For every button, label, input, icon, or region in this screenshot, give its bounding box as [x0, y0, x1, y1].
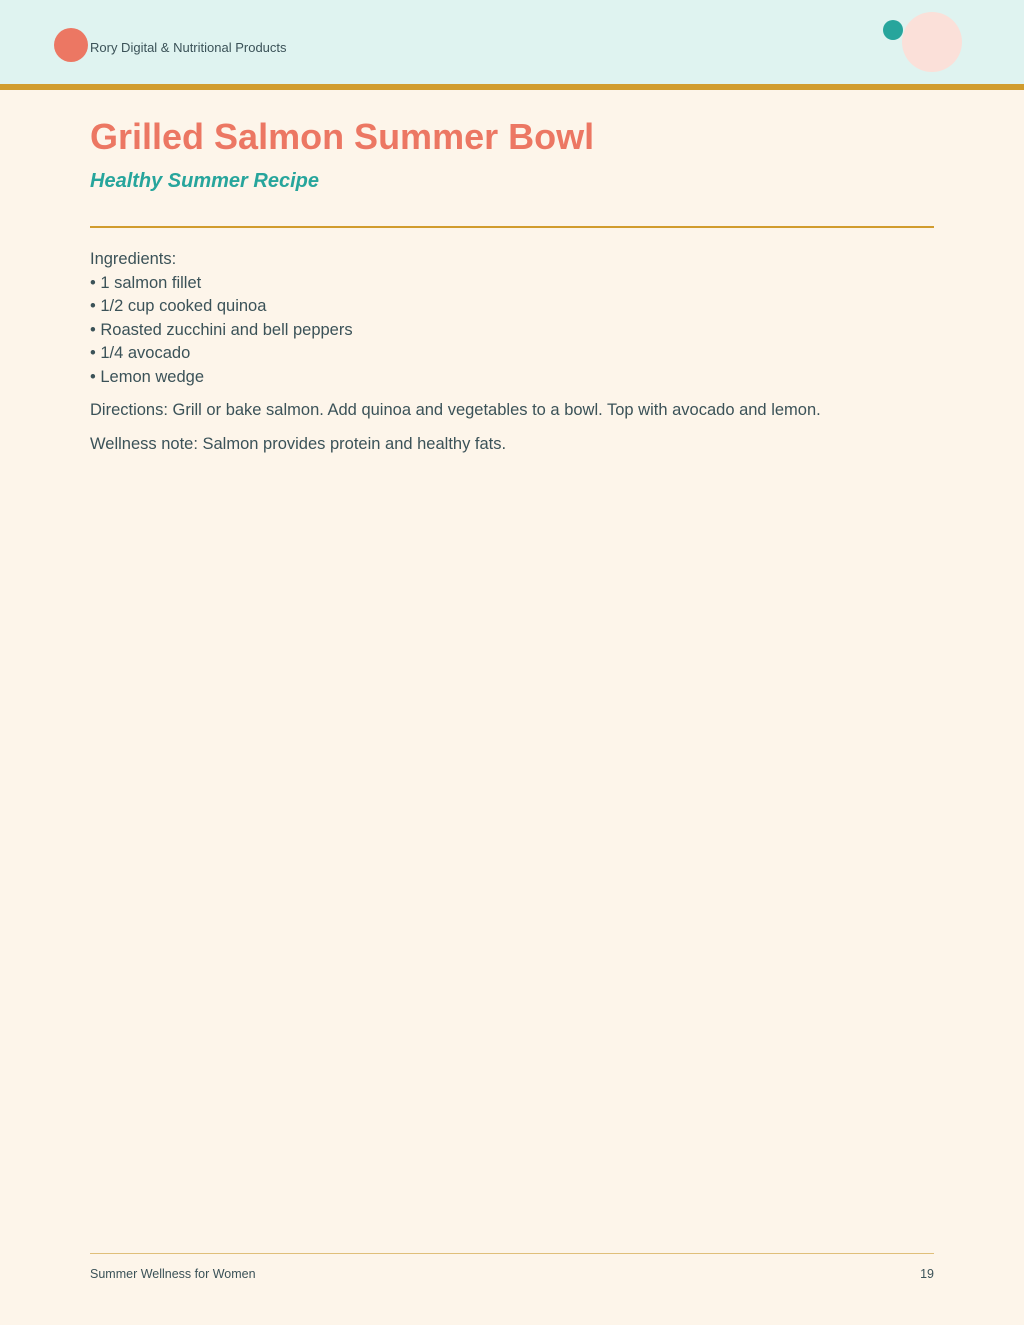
ingredient-item: • 1/2 cup cooked quinoa	[90, 297, 267, 315]
decorative-circle-small	[883, 20, 903, 40]
footer-divider	[90, 1253, 934, 1254]
ingredients-list	[90, 272, 934, 390]
directions-text: Directions: Grill or bake salmon. Add quinoa and vegetables to a bowl. Top with avocado and lemon.	[90, 401, 821, 419]
recipe-body	[90, 248, 934, 456]
footer-publication-title: Summer Wellness for Women	[90, 1267, 256, 1281]
ingredients-heading: Ingredients:	[90, 250, 177, 268]
brand-logo-circle	[54, 28, 88, 62]
wellness-note: Wellness note: Salmon provides protein and healthy fats.	[90, 434, 507, 453]
page-header	[0, 0, 1024, 90]
brand-name: Rory Digital & Nutritional Products	[90, 40, 287, 55]
decorative-circle-large	[902, 12, 962, 72]
title-divider	[90, 226, 934, 228]
ingredient-item: • 1/4 avocado	[90, 344, 191, 362]
ingredient-item: • 1 salmon fillet	[90, 273, 202, 292]
ingredient-item: • Lemon wedge	[90, 367, 205, 386]
recipe-title: Grilled Salmon Summer Bowl	[90, 116, 595, 157]
page-number: 19	[920, 1267, 934, 1281]
recipe-subtitle: Healthy Summer Recipe	[90, 170, 319, 192]
ingredient-item: • Roasted zucchini and bell peppers	[90, 320, 353, 339]
